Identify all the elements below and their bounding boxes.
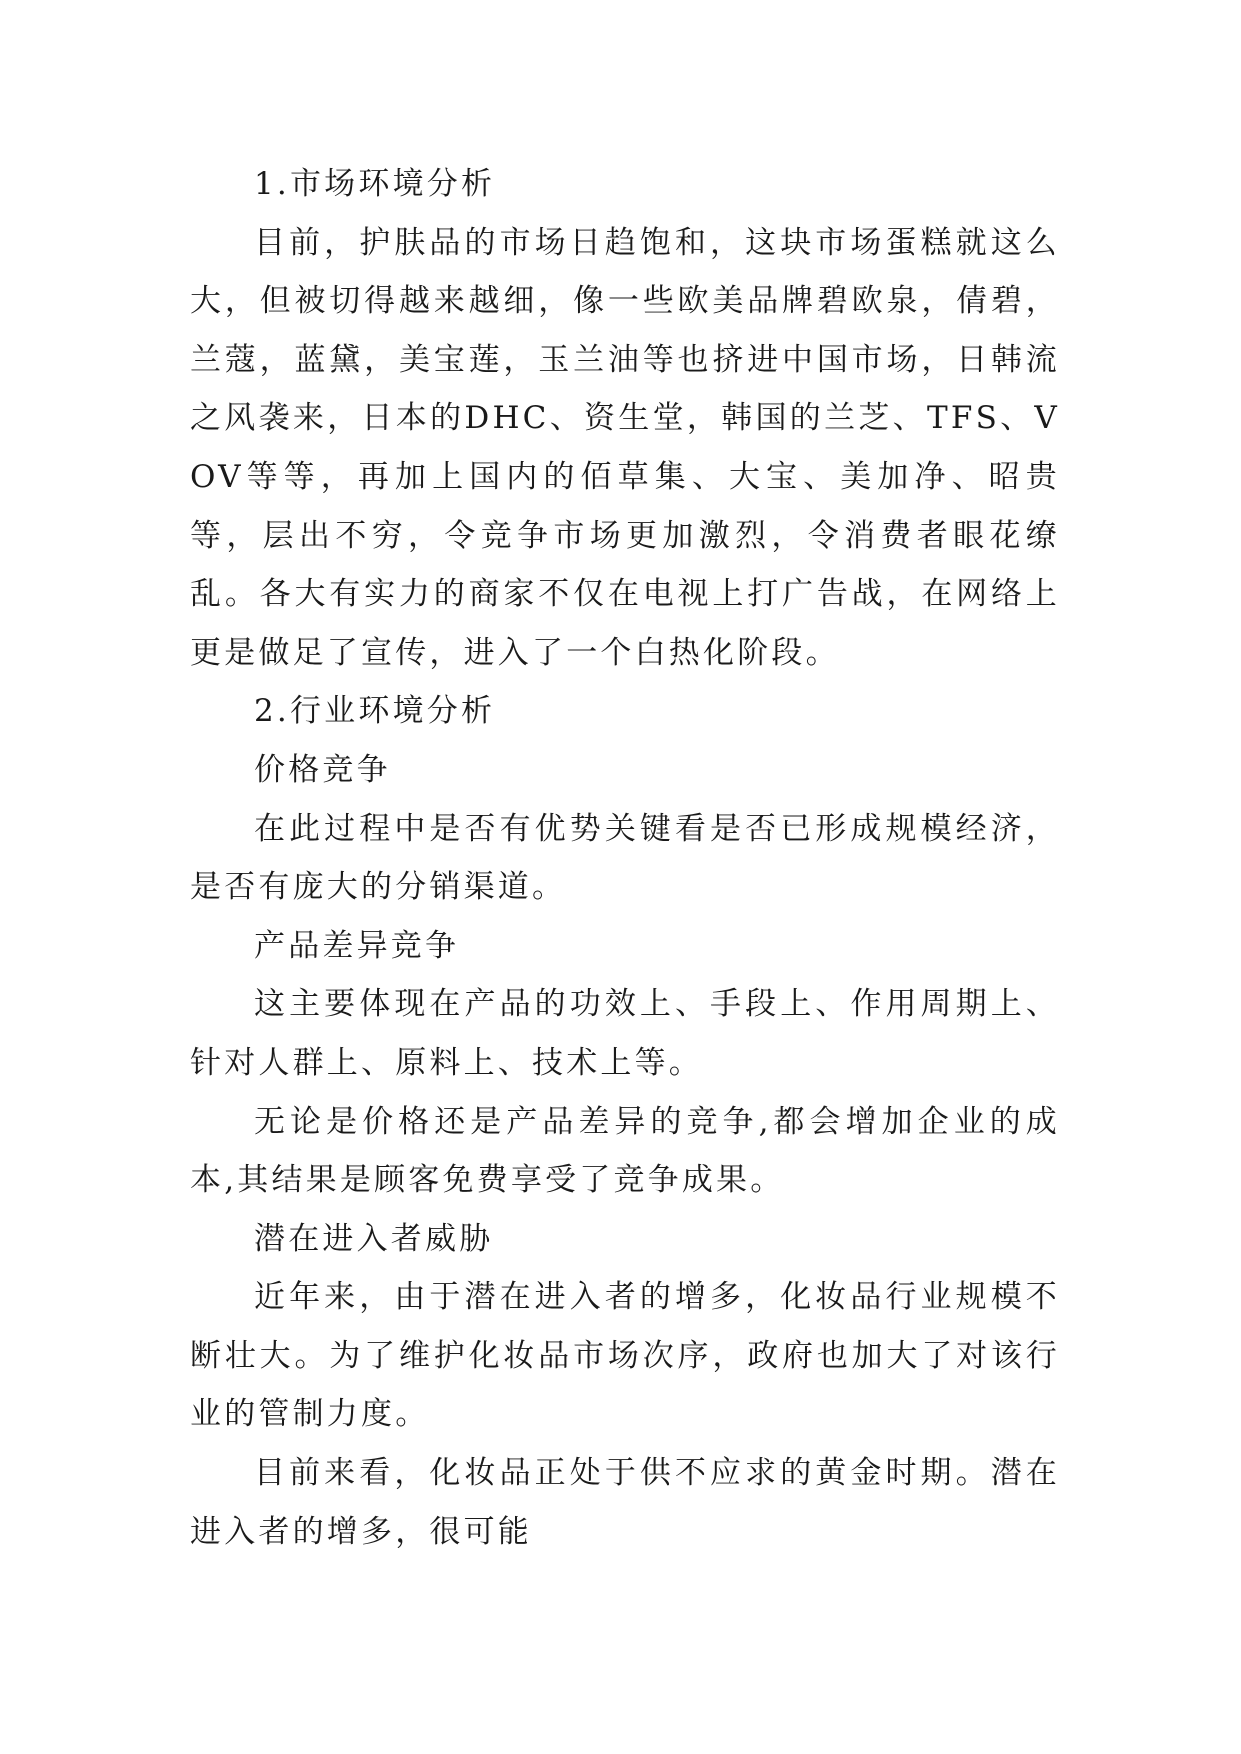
paragraph-golden-period: 目前来看，化妆品正处于供不应求的黄金时期。潜在进入者的增多，很可能	[190, 1455, 1060, 1550]
subheading-new-entrants-threat: 潜在进入者威胁	[254, 1220, 494, 1257]
section-heading-market-environment: 1.市场环境分析	[254, 166, 496, 202]
paragraph-competition-cost: 无论是价格还是产品差异的竞争,都会增加企业的成本,其结果是顾客免费享受了竞争成果。	[190, 1103, 1060, 1199]
paragraph-new-entrants: 近年来，由于潜在进入者的增多，化妆品行业规模不断壮大。为了维护化妆品市场次序，政府也加大了对该行业的管制力度。	[190, 1279, 1060, 1433]
paragraph-market-overview: 目前，护肤品的市场日趋饱和，这块市场蛋糕就这么大，但被切得越来越细，像一些欧美品牌碧欧泉，倩碧，兰蔻，蓝黛，美宝莲，玉兰油等也挤进中国市场，日韩流之风袭来，日本的DHC、资生堂，韩国的兰芝、TFS、VOV等等，再加上国内的佰草集、大宝、美加净、昭贵等，层出不穷，令竞争市场更加激烈，令消费者眼花缭乱。各大有实力的商家不仅在电视上打广告战，在网络上更是做足了宣传，进入了一个白热化阶段。	[190, 224, 1060, 671]
document-body	[190, 155, 1060, 1561]
paragraph-price-competition: 在此过程中是否有优势关键看是否已形成规模经济，是否有庞大的分销渠道。	[190, 810, 1060, 906]
subheading-price-competition: 价格竞争	[254, 751, 391, 788]
section-heading-industry-environment: 2.行业环境分析	[254, 693, 496, 730]
paragraph-product-differentiation: 这主要体现在产品的功效上、手段上、作用周期上、针对人群上、原料上、技术上等。	[190, 986, 1060, 1081]
subheading-product-differentiation: 产品差异竞争	[254, 927, 460, 964]
